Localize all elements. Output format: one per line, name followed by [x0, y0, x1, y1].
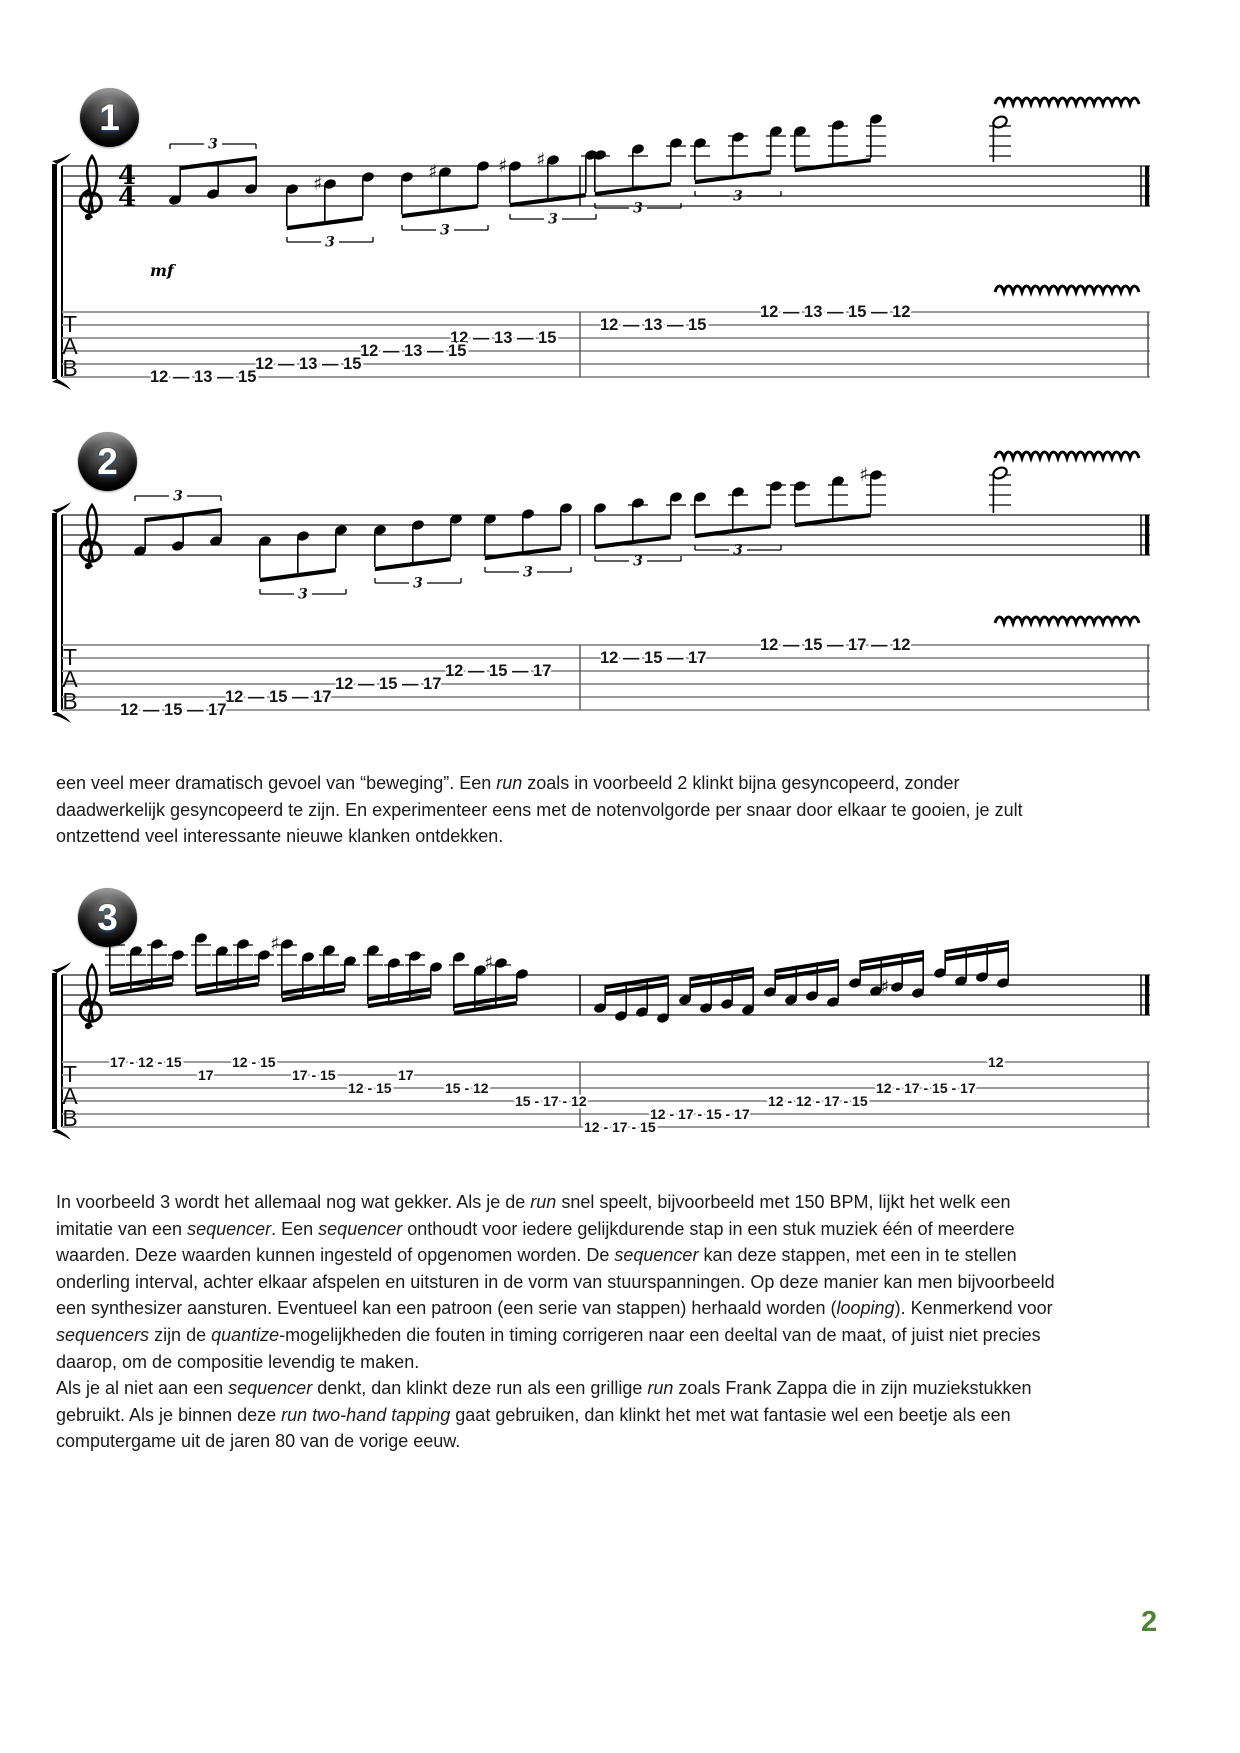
tab-fret-group: 12 — 13 — 15 [255, 355, 362, 373]
tab-fret-group: 12 — 15 — 17 [600, 649, 707, 667]
tab-fret-group: 12 — 13 — 15 [360, 342, 467, 360]
example-1-system [52, 98, 1150, 390]
system-bracket [52, 164, 57, 379]
tab-fret-group: 17 [198, 1067, 214, 1083]
sharp-icon: ♯ [484, 952, 494, 974]
triplet-number: 3 [523, 564, 533, 581]
example-3-badge [78, 888, 137, 947]
triplet-number: 3 [733, 542, 743, 559]
time-signature-bottom: 4 [117, 183, 137, 213]
tab-fret-group: 12 — 13 — 15 — 12 [760, 303, 911, 321]
tab-letter: A [62, 333, 78, 359]
dynamic-marking: mf [150, 261, 174, 280]
triplet-number: 3 [325, 234, 335, 251]
example-2-system [52, 452, 1150, 723]
example-1-badge [80, 88, 139, 147]
sharp-icon: ♯ [880, 976, 890, 998]
example-3-system [52, 932, 1150, 1140]
triplet-number: 3 [298, 586, 308, 603]
example-1-notation-graphics [52, 98, 1150, 390]
triplet-number: 3 [633, 553, 643, 570]
tab-fret-group: 17 - 12 - 15 [110, 1054, 182, 1070]
triplet-number: 3 [413, 575, 423, 592]
triplet-number: 3 [733, 188, 743, 205]
tab-fret-group: 12 [988, 1054, 1004, 1070]
triplet-number: 3 [440, 222, 450, 239]
tab-fret-group: 12 - 17 - 15 - 17 [650, 1106, 750, 1122]
tab-fret-group: 15 - 12 [445, 1080, 489, 1096]
sharp-icon: ♯ [270, 933, 280, 955]
tab-fret-group: 17 - 15 [292, 1067, 336, 1083]
tab-fret-group: 12 — 15 — 17 [335, 675, 442, 693]
tab-fret-group: 12 — 15 — 17 [120, 701, 227, 719]
time-signature-top: 4 [117, 161, 137, 191]
tab-fret-group: 12 - 15 [348, 1080, 392, 1096]
tab-letter: A [62, 666, 78, 692]
tab-fret-group: 12 - 17 - 15 - 17 [876, 1080, 976, 1096]
sharp-icon: ♯ [428, 161, 438, 183]
tab-fret-group: 12 — 13 — 15 [450, 329, 557, 347]
example-1-badge-number: 1 [99, 97, 120, 138]
sharp-icon: ♯ [313, 173, 323, 195]
tab-letter: T [62, 644, 78, 670]
triplet-number: 3 [173, 488, 183, 505]
tab-letter: A [62, 1083, 78, 1109]
tab-fret-group: 15 - 17 - 12 [515, 1093, 587, 1109]
tab-fret-group: 12 — 15 — 17 [225, 688, 332, 706]
tab-letter: T [62, 311, 78, 337]
tab-letter: B [62, 688, 78, 714]
system-bracket [52, 513, 57, 712]
example-3-badge-number: 3 [97, 897, 118, 938]
example-3-notation-graphics [52, 932, 1150, 1140]
tab-fret-group: 12 — 13 — 15 [600, 316, 707, 334]
paragraph-2: In voorbeeld 3 wordt het allemaal nog wat gekker. Als je de run snel speelt, bijvoorbeeld met 150 BPM, lijkt het welk een imitatie van een sequencer. Een sequencer onthoudt voor iedere gelijkdurende stap in een stuk muziek één of meerdere waarden. Deze waarden kunnen ingesteld of opgenomen worden. De sequencer kan deze stappen, met een in te stellen onderling interval, achter elkaar afspelen en uitsturen in de vorm van stuurspanningen. Op deze manier kan men bijvoorbeeld een synthesizer aansturen. Eventueel kan een patroon (een serie van stappen) herhaald worden (looping). Kenmerkend voor sequencers zijn de quantize-mogelijkheden die fouten in timing corrigeren naar een deeltal van de maat, of juist niet precies daarop, om de compositie levendig te maken. Als je al niet aan een sequencer denkt, dan klinkt deze run als een grillige run zoals Frank Zappa die in zijn muziekstukken gebruikt. Als je binnen deze run two-hand tapping gaat gebruiken, dan klinkt het met wat fantasie wel een beetje als een computergame uit de jaren 80 van de vorige eeuw. [56, 1192, 1055, 1452]
page-number: 2 [1141, 1606, 1158, 1638]
paragraph-1: een veel meer dramatisch gevoel van “beweging”. Een run zoals in voorbeeld 2 klinkt bijna gesyncopeerd, zonder daadwerkelijk gesyncopeerd te zijn. En experimenteer eens met de notenvolgorde per snaar door elkaar te gooien, je zult ontzettend veel interessante nieuwe klanken ontdekken. [56, 773, 1023, 847]
sharp-icon: ♯ [859, 464, 869, 486]
tab-fret-group: 12 - 15 [232, 1054, 276, 1070]
example-2-badge [78, 432, 137, 491]
tab-fret-group: 12 - 12 - 17 - 15 [768, 1093, 868, 1109]
triplet-number: 3 [633, 200, 643, 217]
sharp-icon: ♯ [498, 155, 508, 177]
tab-fret-group: 12 - 17 - 15 [584, 1119, 656, 1135]
tab-fret-group: 12 — 13 — 15 [150, 368, 257, 386]
triplet-number: 3 [548, 211, 558, 228]
tab-fret-group: 12 — 15 — 17 [445, 662, 552, 680]
tab-fret-group: 17 [398, 1067, 414, 1083]
system-bracket [52, 973, 57, 1129]
tab-letter: T [62, 1061, 78, 1087]
tab-letter: B [62, 355, 78, 381]
triplet-number: 3 [208, 136, 218, 153]
tab-letter: B [62, 1105, 78, 1131]
sharp-icon: ♯ [536, 149, 546, 171]
example-2-notation-graphics [52, 452, 1150, 723]
example-2-badge-number: 2 [97, 441, 118, 482]
tab-fret-group: 12 — 15 — 17 — 12 [760, 636, 911, 654]
